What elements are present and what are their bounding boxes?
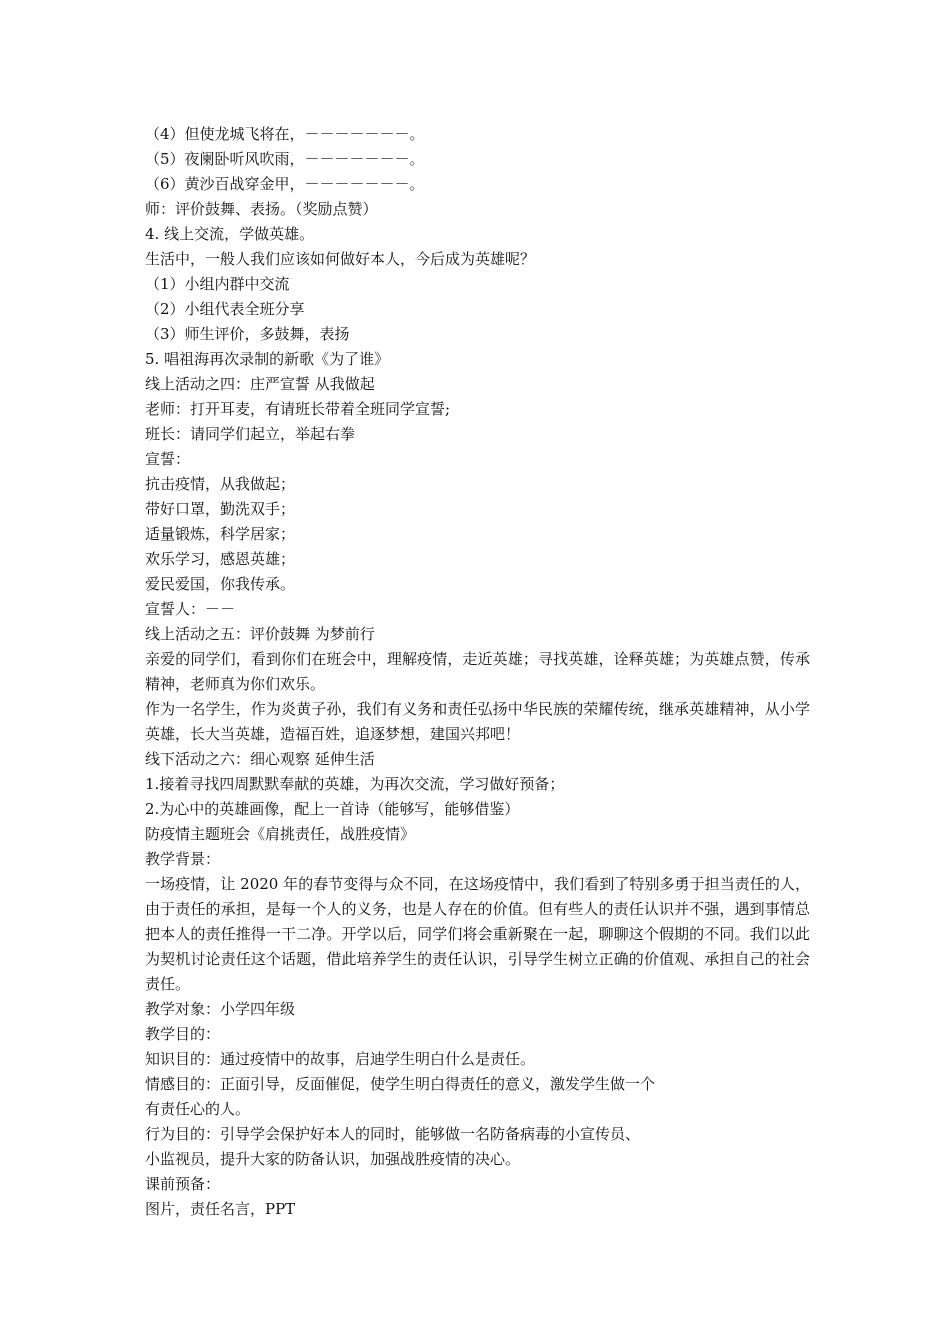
list-item: （2）小组代表全班分享 — [145, 300, 305, 318]
section-heading: 4. 线上交流，学做英雄。 — [145, 225, 315, 243]
text-line: 教学对象：小学四年级 — [145, 1000, 296, 1018]
text-line: 图片，责任名言，PPT — [145, 1200, 296, 1218]
activity-heading: 线下活动之六：细心观察 延伸生活 — [145, 750, 375, 768]
text-line: 小监视员，提升大家的防备认识，加强战胜疫情的决心。 — [145, 1150, 521, 1168]
document-title: 防疫情主题班会《肩挑责任，战胜疫情》 — [145, 825, 416, 843]
text-line: （5）夜阑卧听风吹雨，－－－－－－－。 — [145, 150, 425, 168]
paragraph-inherit: 作为一名学生，作为炎黄子孙，我们有义务和责任弘扬中华民族的荣耀传统，继承英雄精神，从小学英雄，长大当英雄，造福百姓，追逐梦想，建国兴邦吧！ — [145, 700, 810, 743]
list-item: 2.为心中的英雄画像，配上一首诗（能够写，能够借鉴） — [145, 800, 520, 818]
text-line: 有责任心的人。 — [145, 1100, 251, 1118]
oath-line: 适量锻炼，科学居家； — [145, 525, 296, 543]
activity-heading: 线上活动之四：庄严宣誓 从我做起 — [145, 375, 375, 393]
oath-line: 爱民爱国，你我传承。 — [145, 575, 296, 593]
activity-heading: 线上活动之五：评价鼓舞 为梦前行 — [145, 625, 375, 643]
list-item: （3）师生评价，多鼓舞，表扬 — [145, 325, 350, 343]
text-line: 知识目的：通过疫情中的故事，启迪学生明白什么是责任。 — [145, 1050, 536, 1068]
text-line: （6）黄沙百战穿金甲，－－－－－－－。 — [145, 175, 425, 193]
document-body — [145, 122, 810, 1222]
oath-line: 带好口罩，勤洗双手； — [145, 500, 296, 518]
text-line: 老师：打开耳麦，有请班长带着全班同学宣誓; — [145, 400, 451, 418]
oath-line: 欢乐学习，感恩英雄； — [145, 550, 296, 568]
text-line: 情感目的：正面引导，反面催促，使学生明白得责任的意义，激发学生做一个 — [145, 1075, 656, 1093]
text-line: 班长：请同学们起立，举起右拳 — [145, 425, 356, 443]
paragraph-praise: 亲爱的同学们，看到你们在班会中，理解疫情，走近英雄；寻找英雄，诠释英雄；为英雄点赞，传承精神，老师真为你们欢乐。 — [145, 650, 810, 693]
paragraph-background: 一场疫情，让 2020 年的春节变得与众不同，在这场疫情中，我们看到了特别多勇于担当责任的人，由于责任的承担，是每一个人的义务，也是人存在的价值。但有些人的责任认识并不强，遇到事情总把本人的责任推得一干二净。开学以后，同学们将会重新聚在一起，聊聊这个假期的不同。我们以此为契机讨论责任这个话题，借此培养学生的责任认识，引导学生树立正确的价值观、承担自己的社会责任。 — [145, 875, 810, 993]
text-line: 宣誓： — [145, 450, 191, 468]
section-heading: 5. 唱祖海再次录制的新歌《为了谁》 — [145, 350, 390, 368]
text-line: （4）但使龙城飞将在，－－－－－－－。 — [145, 125, 425, 143]
section-heading: 课前预备： — [145, 1175, 221, 1193]
text-line: 行为目的：引导学会保护好本人的同时，能够做一名防备病毒的小宣传员、 — [145, 1125, 641, 1143]
list-item: 1.接着寻找四周默默奉献的英雄，为再次交流，学习做好预备； — [145, 775, 565, 793]
text-line: 生活中，一般人我们应该如何做好本人，今后成为英雄呢？ — [145, 250, 536, 268]
text-line: 师：评价鼓舞、表扬。（奖励点赞） — [145, 200, 378, 218]
section-heading: 教学目的： — [145, 1025, 221, 1043]
section-heading: 教学背景： — [145, 850, 221, 868]
oath-line: 抗击疫情，从我做起； — [145, 475, 296, 493]
text-line: 宣誓人：－－ — [145, 600, 236, 618]
list-item: （1）小组内群中交流 — [145, 275, 290, 293]
